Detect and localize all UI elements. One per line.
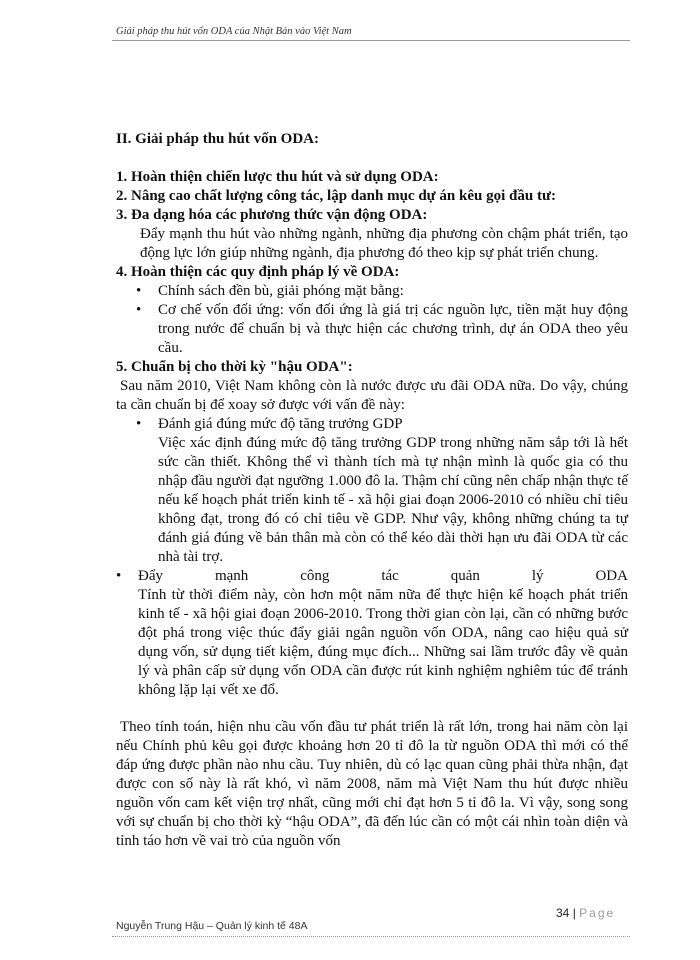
bullet-a-text: Việc xác định đúng mức độ tăng trưởng GDP trong những năm sắp tới là hết sức cần thiết. Không thể vì thành tích mà tự nhận mình là quốc gia có thu nhập đầu người đạt ngưỡng 1.000 đô la. Thậm chí cũng nên chấp nhận thực tế nếu kế hoạch phát triển kinh tế - xã hội giai đoạn 2006-2010 có nhiều chỉ tiêu không đạt, trong đó có chỉ tiêu về GDP. Như vậy, không những chúng ta tự đánh giá đúng về bản thân mà còn có thể kéo dài thời hạn ưu đãi ODA từ các nhà tài trợ. bbox=[158, 435, 628, 565]
footer-author: Nguyễn Trung Hậu – Quản lý kinh tế 48A bbox=[116, 920, 308, 932]
list-item: • Chính sách đền bù, giải phóng mặt bằng: bbox=[136, 282, 628, 301]
footer-divider bbox=[112, 936, 630, 937]
document-body bbox=[116, 130, 628, 851]
item5-bullet-list bbox=[116, 415, 628, 567]
closing-paragraph: Theo tính toán, hiện nhu cầu vốn đầu tư phát triển là rất lớn, trong hai năm còn lại nếu Chính phủ kêu gọi được khoảng hơn 20 tỉ đô la từ nguồn ODA thì mới có thể đáp ứng được phần nào nhu cầu. Tuy nhiên, dù có lạc quan cũng phải thừa nhận, đạt được con số này là rất khó, vì năm 2008, năm mà Việt Nam thu hút được nhiều nguồn vốn cam kết viện trợ nhất, cũng mới chỉ đạt hơn 5 tỉ đô la. Vì vậy, song song với sự chuẩn bị cho thời kỳ “hậu ODA”, đã đến lúc cần có một cái nhìn toàn diện và tỉnh táo hơn về vai trò của nguồn vốn bbox=[116, 719, 628, 849]
running-header: Giải pháp thu hút vốn ODA của Nhật Bản vào Việt Nam bbox=[116, 26, 352, 37]
bullet-b bbox=[116, 567, 628, 700]
page-number: 34 | Page bbox=[556, 906, 616, 920]
paragraph-item5-intro: Sau năm 2010, Việt Nam không còn là nước được ưu đãi ODA nữa. Do vậy, chúng ta cần chuẩn bị để xoay sở được với vấn đề này: bbox=[116, 378, 628, 413]
item4-bullet-list bbox=[116, 282, 628, 358]
bullet-b-title: • Đẩy mạnh công tác quản lý ODA bbox=[138, 568, 628, 584]
list-item: • Cơ chế vốn đối ứng: vốn đối ứng là giá trị các nguồn lực, tiền mặt huy động trong nước để chuẩn bị và thực hiện các chương trình, dự án ODA theo yêu cầu. bbox=[136, 301, 628, 358]
heading-2: 2. Nâng cao chất lượng công tác, lập danh mục dự án kêu gọi đầu tư: bbox=[116, 188, 556, 204]
header-divider bbox=[112, 40, 630, 41]
heading-1: 1. Hoàn thiện chiến lược thu hút và sử dụng ODA: bbox=[116, 169, 439, 185]
section-title: II. Giải pháp thu hút vốn ODA: bbox=[116, 131, 319, 147]
paragraph-item3: Đẩy mạnh thu hút vào những ngành, những địa phương còn chậm phát triển, tạo động lực lớn giúp những ngành, địa phương đó theo kịp sự phát triển chung. bbox=[140, 226, 628, 261]
heading-4: 4. Hoàn thiện các quy định pháp lý về ODA: bbox=[116, 264, 400, 280]
list-item bbox=[136, 415, 628, 567]
heading-5: 5. Chuẩn bị cho thời kỳ "hậu ODA": bbox=[116, 359, 353, 375]
bullet-a-title: Đánh giá đúng mức độ tăng trưởng GDP bbox=[158, 416, 403, 432]
bullet-b-text: Tính từ thời điểm này, còn hơn một năm nữa để thực hiện kế hoạch phát triển kinh tế - xã hội giai đoạn 2006-2010. Trong thời gian còn lại, cần có những bước đột phá trong việc thúc đẩy giải ngân nguồn vốn ODA, nâng cao hiệu quả sử dụng vốn, sử dụng tiết kiệm, đúng mục đích... Những sai lầm trước đây về quản lý và phân cấp sử dụng vốn ODA cần được rút kinh nghiệm nghiêm túc để tránh không lặp lại vết xe đổ. bbox=[138, 587, 628, 698]
heading-3: 3. Đa dạng hóa các phương thức vận động ODA: bbox=[116, 207, 428, 223]
